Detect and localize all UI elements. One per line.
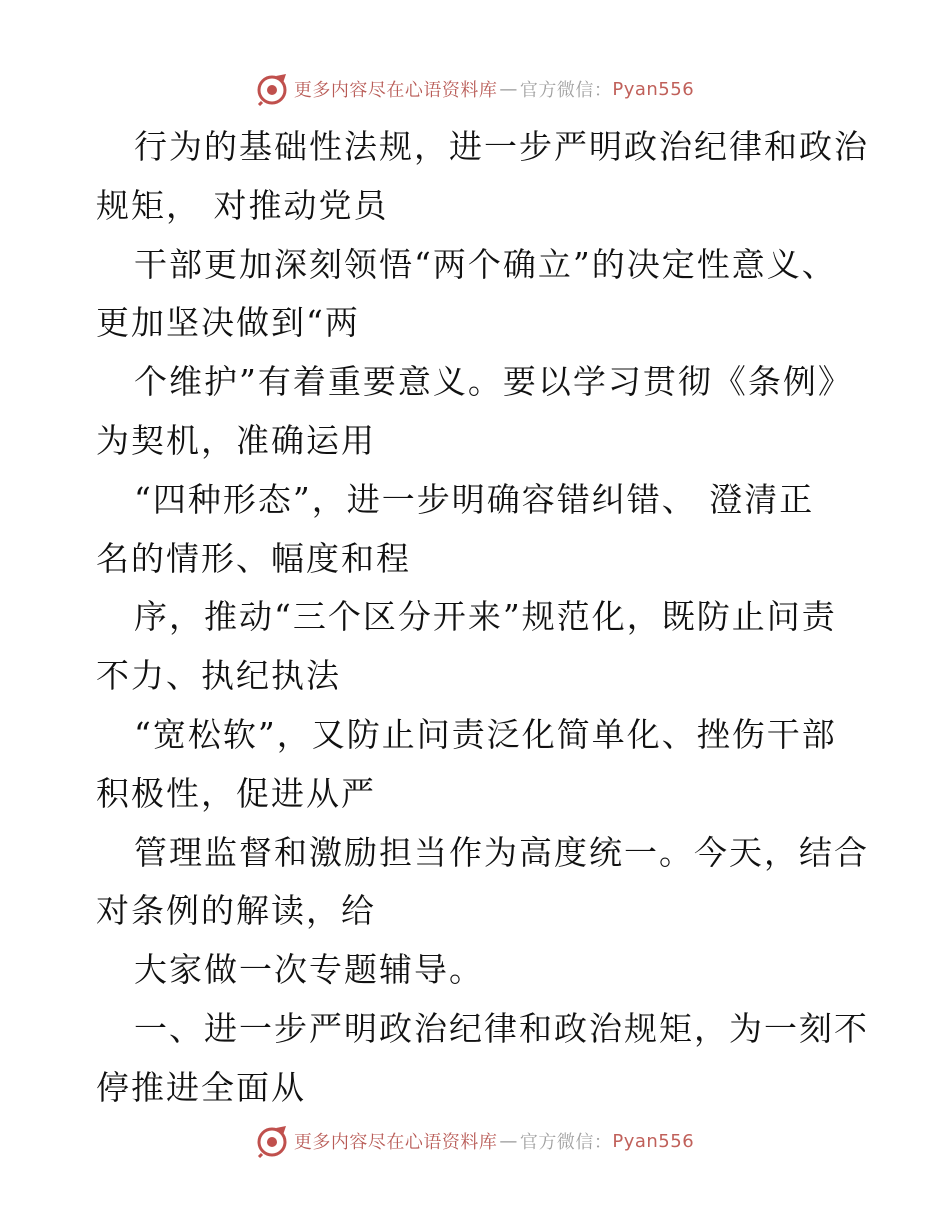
text-line: 个维护”有着重要意义。要以学习贯彻《条例》 bbox=[134, 362, 853, 402]
logo-icon bbox=[256, 72, 290, 106]
text-line: 为契机，准确运用 bbox=[96, 420, 376, 460]
watermark-text: 更多内容尽在心语资料库 bbox=[293, 80, 498, 101]
text-line: “四种形态”，进一步明确容错纠错、 澄清正 bbox=[134, 479, 815, 519]
text-line: 积极性，促进从严 bbox=[96, 773, 376, 813]
text-line: 规矩， 对推动党员 bbox=[96, 185, 389, 225]
watermark-wechat-label: 官方微信： bbox=[519, 1132, 613, 1153]
text-line: 更加坚决做到“两 bbox=[96, 303, 360, 343]
text-line: 名的情形、幅度和程 bbox=[96, 538, 411, 578]
text-line: 不力、执纪执法 bbox=[96, 656, 341, 696]
watermark-text: 更多内容尽在心语资料库 bbox=[293, 1132, 498, 1153]
text-line: 序，推动“三个区分开来”规范化，既防止问责 bbox=[134, 597, 837, 637]
text-line: 管理监督和激励担当作为高度统一。今天，结合 bbox=[134, 832, 869, 872]
watermark-separator: — bbox=[499, 1130, 518, 1152]
watermark-footer bbox=[0, 1124, 950, 1158]
logo-icon bbox=[256, 1124, 290, 1158]
watermark-wechat-id: Pyan556 bbox=[612, 1130, 695, 1152]
text-line: 一、进一步严明政治纪律和政治规矩，为一刻不 bbox=[134, 1008, 869, 1048]
text-line: 行为的基础性法规，进一步严明政治纪律和政治 bbox=[134, 127, 869, 166]
text-line: “宽松软”，又防止问责泛化简单化、挫伤干部 bbox=[134, 714, 837, 754]
text-line: 对条例的解读，给 bbox=[96, 891, 376, 931]
document-body bbox=[96, 118, 869, 1118]
text-line: 干部更加深刻领悟“两个确立”的决定性意义、 bbox=[134, 244, 837, 284]
watermark-header bbox=[0, 72, 950, 106]
watermark-wechat-id: Pyan556 bbox=[612, 78, 695, 100]
text-line: 停推进全面从 bbox=[96, 1067, 306, 1107]
watermark-separator: — bbox=[499, 78, 518, 100]
watermark-wechat-label: 官方微信： bbox=[519, 80, 613, 101]
text-line: 大家做一次专题辅导。 bbox=[134, 950, 484, 990]
